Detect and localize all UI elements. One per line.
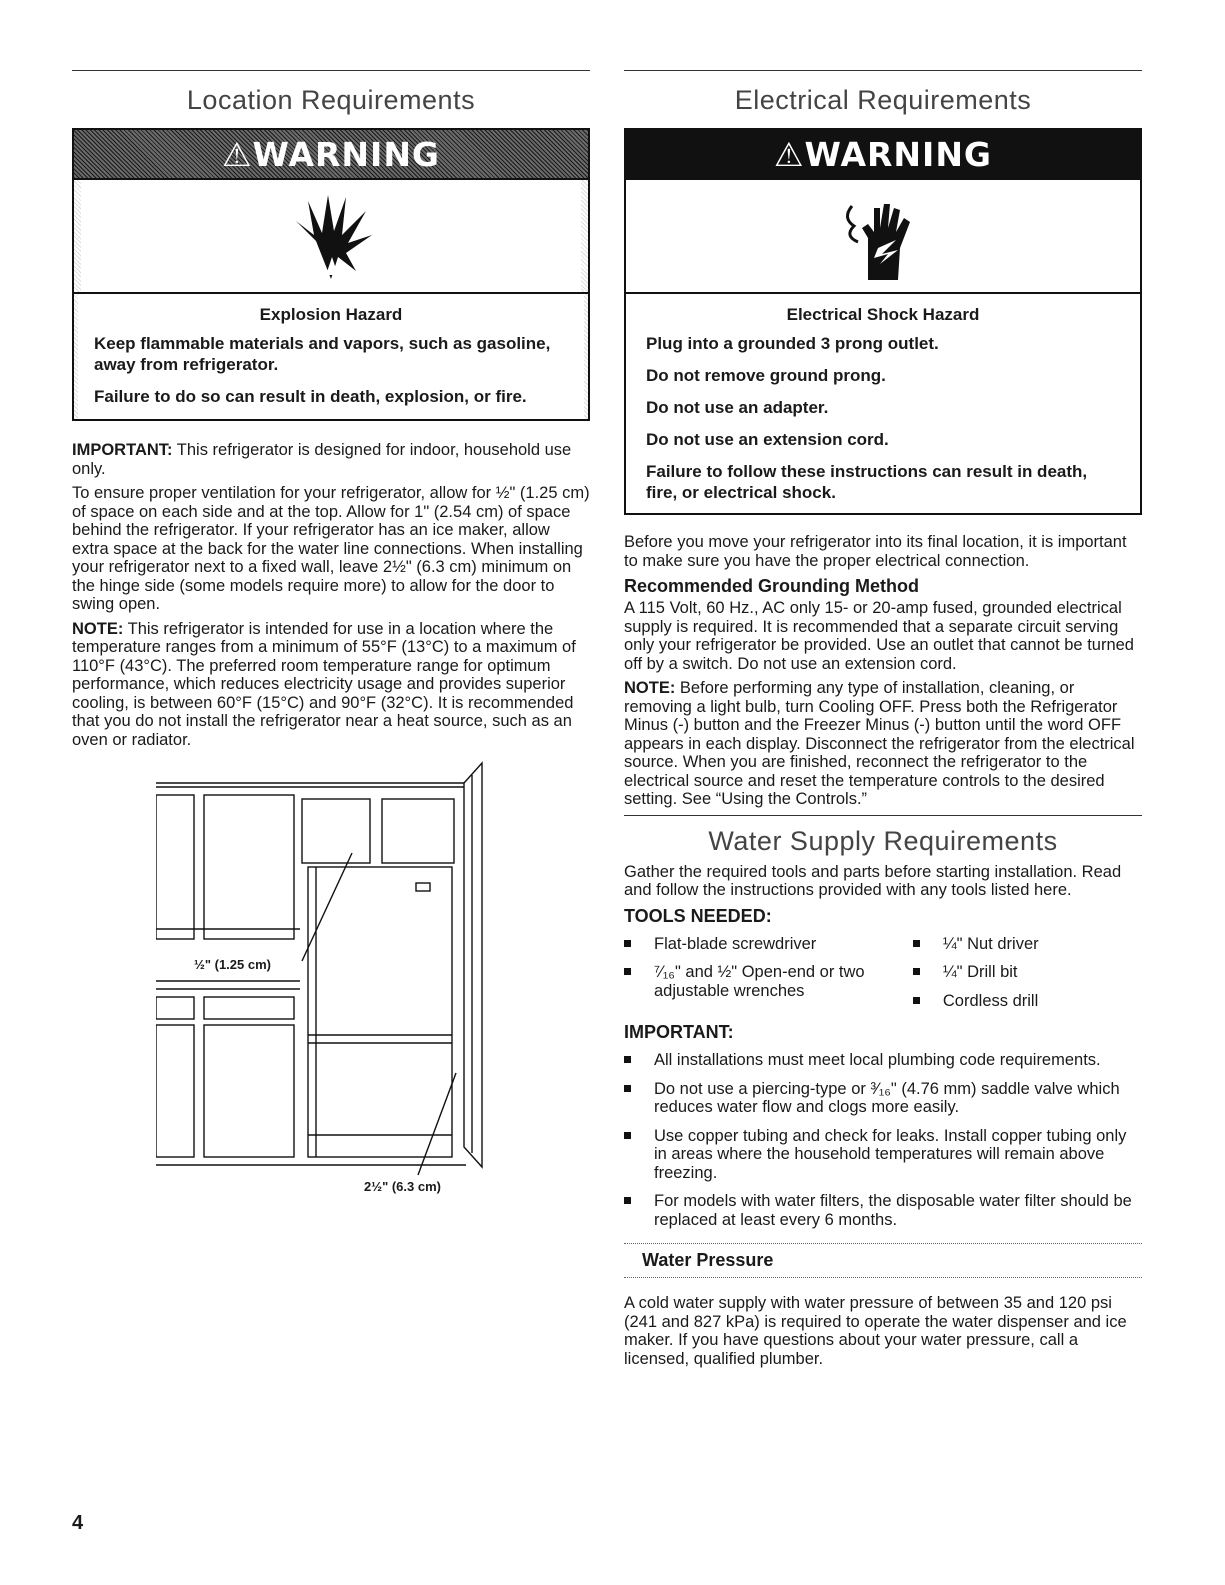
hinge-clearance-label: 2½" (6.3 cm): [364, 1179, 441, 1194]
list-item: For models with water filters, the disposable water filter should be replaced at least every 6 months.: [624, 1192, 1142, 1229]
explosion-icon: [286, 191, 376, 281]
note-paragraph: NOTE: Before performing any type of installation, cleaning, or removing a light bulb, turn Cooling OFF. Press both the Refrigerator Minus (-) button and the Freezer Minus (-) button until the word OFF appears in each display. Disconnect the refrigerator from the electrical source. When you are finished, reconnect the refrigerator to the electrical source and reset the temperature controls to the desired setting. See “Using the Controls.”: [624, 679, 1135, 808]
section-title-water: Water Supply Requirements: [708, 825, 1058, 856]
list-item: Use copper tubing and check for leaks. Install copper tubing only in areas where the household temperatures will remain above freezing.: [624, 1127, 1142, 1183]
section-title-location: Location Requirements: [186, 85, 476, 115]
list-item: Do not use a piercing-type or ³⁄₁₆" (4.76 mm) saddle valve which reduces water flow and clogs more easily.: [624, 1080, 1142, 1117]
warning-line: Failure to follow these instructions can result in death, fire, or electrical shock.: [646, 462, 1088, 502]
important-heading: IMPORTANT:: [624, 1022, 734, 1042]
page-number: 4: [72, 1512, 84, 1534]
important-paragraph: IMPORTANT: This refrigerator is designed for indoor, household use only.: [72, 441, 572, 478]
note-paragraph: NOTE: This refrigerator is intended for use in a location where the temperature ranges from a minimum of 55°F (13°C) to a maximum of 110°F (43°C). The preferred room temperature range for optimum performance, which reduces electricity usage and provides superior cooling, is between 60°F (15°C) and 90°F (32°C). It is recommended that you do not install the refrigerator near a heat source, such as an oven or radiator.: [72, 619, 576, 749]
location-requirements-column: [72, 70, 590, 1195]
warning-header: ⚠WARNING: [626, 130, 1140, 178]
ventilation-paragraph: To ensure proper ventilation for your refrigerator, allow for ½" (1.25 cm) of space on each side and at the top. Allow for 1" (2.54 cm) of space behind the refrigerator. If your refrigerator has an ice maker, allow extra space at the back for the water line connections. When installing your refrigerator next to a fixed wall, leave 2½" (6.3 cm) minimum on the hinge side (some models require more) to allow for the door to swing open.: [72, 484, 590, 613]
water-pressure-heading: Water Pressure: [624, 1243, 1142, 1278]
warning-line: Do not remove ground prong.: [646, 366, 886, 385]
section-divider: [624, 815, 1142, 816]
warning-line: Keep flammable materials and vapors, such as gasoline, away from refrigerator.: [94, 334, 551, 374]
electric-shock-icon: [838, 188, 928, 284]
grounding-heading: Recommended Grounding Method: [624, 576, 919, 596]
hazard-title: Explosion Hazard: [259, 305, 403, 324]
list-item: ⁷⁄₁₆" and ½" Open-end or two adjustable wrenches: [624, 963, 874, 1000]
list-item: ¼" Drill bit: [913, 963, 1142, 982]
electrical-requirements-column: [624, 70, 1142, 1374]
side-clearance-label: ½" (1.25 cm): [194, 957, 271, 972]
water-pressure-paragraph: A cold water supply with water pressure of between 35 and 120 psi (241 and 827 kPa) is required to operate the water dispenser and ice maker. If you have questions about your water pressure, call a licensed, qualified plumber.: [624, 1294, 1127, 1368]
warning-icon-area: [74, 178, 588, 294]
water-intro-paragraph: Gather the required tools and parts before starting installation. Read and follow the instructions provided with any tools listed here.: [624, 862, 1122, 899]
section-divider: [72, 70, 590, 71]
shock-warning-box: [624, 128, 1142, 515]
list-item: ¼" Nut driver: [913, 935, 1142, 954]
explosion-warning-box: [72, 128, 590, 421]
warning-icon-area: [626, 178, 1140, 294]
list-item: Cordless drill: [913, 992, 1142, 1011]
tools-needed-heading: TOOLS NEEDED:: [624, 905, 772, 926]
section-title-electrical: Electrical Requirements: [734, 85, 1032, 115]
section-divider: [624, 70, 1142, 71]
grounding-paragraph: A 115 Volt, 60 Hz., AC only 15- or 20-amp fused, grounded electrical supply is required. It is recommended that a separate circuit serving only your refrigerator be provided. Use an outlet that cannot be turned off by a switch. Do not use an extension cord.: [624, 599, 1134, 673]
list-item: Flat-blade screwdriver: [624, 935, 913, 954]
clearance-diagram: [72, 755, 590, 1195]
warning-line: Do not use an adapter.: [646, 398, 829, 417]
tools-list: [624, 935, 1142, 1021]
warning-line: Plug into a grounded 3 prong outlet.: [646, 334, 939, 353]
refrigerator-clearance-illustration: [156, 755, 576, 1195]
warning-line: Failure to do so can result in death, explosion, or fire.: [94, 387, 527, 406]
list-item: All installations must meet local plumbing code requirements.: [624, 1051, 1142, 1070]
warning-line: Do not use an extension cord.: [646, 430, 889, 449]
move-paragraph: Before you move your refrigerator into its final location, it is important to make sure you have the proper electrical connection.: [624, 533, 1127, 570]
warning-header: ⚠WARNING: [74, 130, 588, 178]
hazard-title: Electrical Shock Hazard: [786, 305, 980, 324]
